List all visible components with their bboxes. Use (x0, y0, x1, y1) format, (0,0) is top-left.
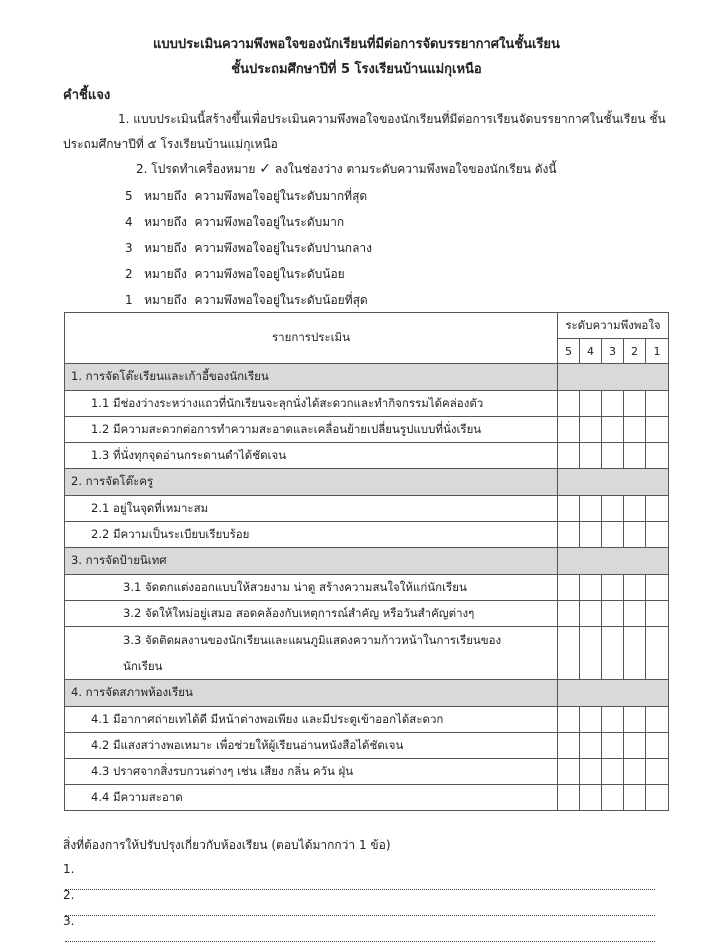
scale-number: 5 (125, 189, 133, 203)
rating-cell[interactable] (558, 443, 580, 469)
scale-desc: ความพึงพอใจอยู่ในระดับน้อยที่สุด (194, 293, 368, 307)
table-row (65, 443, 669, 469)
rating-cell[interactable] (580, 759, 602, 785)
section-blank (558, 469, 669, 496)
answer-number: 2. (63, 888, 75, 902)
rating-cell[interactable] (580, 785, 602, 811)
rating-cell[interactable] (580, 601, 602, 627)
rating-cell[interactable] (624, 417, 646, 443)
item-label: 4.1 มีอากาศถ่ายเทได้ดี มีหน้าต่างพอเพียง และมีประตูเข้าออกได้สะดวก (65, 707, 558, 733)
rating-cell[interactable] (558, 391, 580, 417)
item-label: 3.3 จัดติดผลงานของนักเรียนและแผนภูมิแสดงความก้าวหน้าในการเรียนของ นักเรียน (65, 627, 558, 680)
rating-cell[interactable] (602, 733, 624, 759)
table-row (65, 575, 669, 601)
rating-cell[interactable] (624, 522, 646, 548)
rating-cell[interactable] (558, 522, 580, 548)
section-title: 4. การจัดสภาพห้องเรียน (65, 680, 558, 707)
table-row (65, 391, 669, 417)
rating-cell[interactable] (602, 707, 624, 733)
scale-item-1 (125, 291, 368, 310)
item-label: 4.2 มีแสงสว่างพอเหมาะ เพื่อช่วยให้ผู้เรียนอ่านหนังสือได้ชัดเจน (65, 733, 558, 759)
item-label: 3.1 จัดตกแต่งออกแบบให้สวยงาม น่าดู สร้างความสนใจให้แก่นักเรียน (65, 575, 558, 601)
answer-line-1[interactable] (63, 862, 663, 890)
scale-item-2 (125, 265, 345, 284)
level-5-header: 5 (558, 339, 580, 364)
section-title: 1. การจัดโต๊ะเรียนและเก้าอี้ของนักเรียน (65, 364, 558, 391)
scale-means: หมายถึง (144, 293, 187, 307)
section-row (65, 469, 669, 496)
rating-cell[interactable] (624, 601, 646, 627)
rating-cell[interactable] (602, 627, 624, 680)
table-row (65, 627, 669, 680)
rating-cell[interactable] (580, 391, 602, 417)
rating-cell[interactable] (624, 785, 646, 811)
instruction-1-line-2: ประถมศึกษาปีที่ ๕ โรงเรียนบ้านแม่กุเหนือ (63, 137, 278, 151)
answer-blank[interactable] (65, 929, 655, 942)
section-blank (558, 364, 669, 391)
table-row (65, 496, 669, 522)
level-3-header: 3 (602, 339, 624, 364)
rating-cell[interactable] (602, 785, 624, 811)
rating-cell[interactable] (602, 601, 624, 627)
rating-cell[interactable] (602, 759, 624, 785)
section-blank (558, 548, 669, 575)
rating-cell[interactable] (602, 575, 624, 601)
scale-item-4 (125, 213, 344, 232)
rating-cell[interactable] (646, 601, 669, 627)
item-label: 2.2 มีความเป็นระเบียบเรียบร้อย (65, 522, 558, 548)
rating-cell[interactable] (602, 443, 624, 469)
rating-cell[interactable] (602, 522, 624, 548)
rating-cell[interactable] (646, 627, 669, 680)
rating-cell[interactable] (580, 443, 602, 469)
item-label: 1.3 ที่นั่งทุกจุดอ่านกระดานดำได้ชัดเจน (65, 443, 558, 469)
rating-cell[interactable] (558, 707, 580, 733)
rating-cell[interactable] (558, 417, 580, 443)
instruction-2-post: ลงในช่องว่าง ตามระดับความพึงพอใจของนักเรียน ดังนี้ (274, 162, 557, 176)
section-row (65, 364, 669, 391)
rating-cell[interactable] (580, 417, 602, 443)
scale-desc: ความพึงพอใจอยู่ในระดับมาก (194, 215, 345, 229)
scale-number: 1 (125, 293, 133, 307)
rating-cell[interactable] (602, 496, 624, 522)
scale-desc: ความพึงพอใจอยู่ในระดับมากที่สุด (194, 189, 368, 203)
rating-cell[interactable] (558, 575, 580, 601)
instruction-2-pre: 2. โปรดทำเครื่องหมาย (136, 162, 256, 176)
level-2-header: 2 (624, 339, 646, 364)
scale-number: 4 (125, 215, 133, 229)
rating-cell[interactable] (646, 707, 669, 733)
rating-cell[interactable] (646, 443, 669, 469)
scale-item-5 (125, 187, 367, 206)
table-row (65, 417, 669, 443)
rating-cell[interactable] (624, 391, 646, 417)
instruction-2 (136, 160, 557, 179)
answer-number: 1. (63, 862, 75, 876)
column-header-item: รายการประเมิน (65, 313, 558, 364)
item-label: 3.2 จัดให้ใหม่อยู่เสมอ สอดคล้องกับเหตุการณ์สำคัญ หรือวันสำคัญต่างๆ (65, 601, 558, 627)
scale-number: 2 (125, 267, 133, 281)
rating-cell[interactable] (646, 417, 669, 443)
section-title: 2. การจัดโต๊ะครู (65, 469, 558, 496)
rating-cell[interactable] (580, 522, 602, 548)
rating-cell[interactable] (558, 627, 580, 680)
rating-cell[interactable] (646, 522, 669, 548)
rating-cell[interactable] (624, 759, 646, 785)
rating-cell[interactable] (646, 785, 669, 811)
scale-means: หมายถึง (144, 267, 187, 281)
rating-cell[interactable] (580, 733, 602, 759)
section-row (65, 680, 669, 707)
rating-cell[interactable] (558, 733, 580, 759)
rating-cell[interactable] (624, 707, 646, 733)
rating-cell[interactable] (580, 496, 602, 522)
answer-line-2[interactable] (63, 888, 663, 916)
rating-cell[interactable] (580, 575, 602, 601)
item-label: 4.3 ปราศจากสิ่งรบกวนต่างๆ เช่น เสียง กลิ่น ควัน ฝุ่น (65, 759, 558, 785)
rating-cell[interactable] (558, 785, 580, 811)
item-label: 1.2 มีความสะดวกต่อการทำความสะอาดและเคลื่อนย้ายเปลี่ยนรูปแบบที่นั่งเรียน (65, 417, 558, 443)
item-label: 1.1 มีช่องว่างระหว่างแถวที่นักเรียนจะลุกนั่งได้สะดวกและทำกิจกรรมได้คล่องตัว (65, 391, 558, 417)
rating-cell[interactable] (624, 496, 646, 522)
level-1-header: 1 (646, 339, 669, 364)
rating-cell[interactable] (624, 627, 646, 680)
rating-cell[interactable] (580, 627, 602, 680)
section-blank (558, 680, 669, 707)
document-subtitle: ชั้นประถมศึกษาปีที่ 5 โรงเรียนบ้านแม่กุเหนือ (231, 62, 482, 77)
rating-cell[interactable] (602, 391, 624, 417)
table-row (65, 733, 669, 759)
section-title: 3. การจัดป้ายนิเทศ (65, 548, 558, 575)
rating-cell[interactable] (624, 443, 646, 469)
column-header-level: ระดับความพึงพอใจ (558, 313, 669, 339)
item-label: 2.1 อยู่ในจุดที่เหมาะสม (65, 496, 558, 522)
rating-cell[interactable] (558, 601, 580, 627)
instructions-heading: คำชี้แจง (63, 88, 111, 103)
improvement-question: สิ่งที่ต้องการให้ปรับปรุงเกี่ยวกับห้องเรียน (ตอบได้มากกว่า 1 ข้อ) (63, 838, 391, 852)
rating-cell[interactable] (646, 733, 669, 759)
answer-number: 3. (63, 914, 75, 928)
scale-desc: ความพึงพอใจอยู่ในระดับปานกลาง (194, 241, 373, 255)
evaluation-table (64, 312, 669, 811)
scale-means: หมายถึง (144, 241, 187, 255)
rating-cell[interactable] (646, 496, 669, 522)
table-row (65, 785, 669, 811)
rating-cell[interactable] (624, 733, 646, 759)
item-label: 4.4 มีความสะอาด (65, 785, 558, 811)
instruction-1-line-1: 1. แบบประเมินนี้สร้างขึ้นเพื่อประเมินความพึงพอใจของนักเรียนที่มีต่อการเรียนจัดบรรยากาศในชั้นเรียน ชั้น (118, 112, 666, 126)
table-row (65, 707, 669, 733)
rating-cell[interactable] (580, 707, 602, 733)
rating-cell[interactable] (624, 575, 646, 601)
rating-cell[interactable] (646, 759, 669, 785)
scale-means: หมายถึง (144, 189, 187, 203)
scale-desc: ความพึงพอใจอยู่ในระดับน้อย (194, 267, 345, 281)
rating-cell[interactable] (602, 417, 624, 443)
rating-cell[interactable] (646, 575, 669, 601)
rating-cell[interactable] (646, 391, 669, 417)
document-title: แบบประเมินความพึงพอใจของนักเรียนที่มีต่อการจัดบรรยากาศในชั้นเรียน (153, 37, 560, 52)
table-row (65, 522, 669, 548)
section-row (65, 548, 669, 575)
scale-means: หมายถึง (144, 215, 187, 229)
checkmark-icon: ✓ (259, 161, 272, 177)
table-row (65, 759, 669, 785)
answer-line-3[interactable] (63, 914, 663, 942)
scale-number: 3 (125, 241, 133, 255)
scale-item-3 (125, 239, 372, 258)
rating-cell[interactable] (558, 496, 580, 522)
rating-cell[interactable] (558, 759, 580, 785)
table-row (65, 601, 669, 627)
level-4-header: 4 (580, 339, 602, 364)
